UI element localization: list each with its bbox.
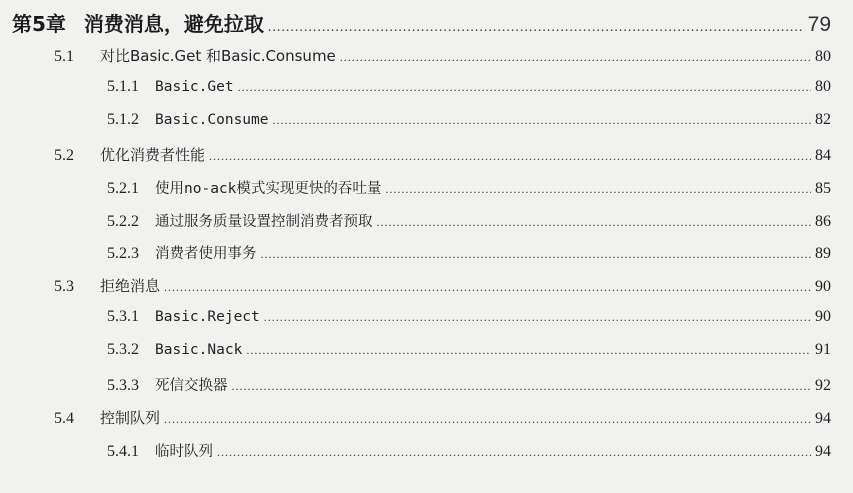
entry-page-number: 89 <box>815 245 831 263</box>
dot-leader <box>385 180 811 196</box>
toc-chapter-row[interactable] <box>0 8 853 37</box>
toc-subsection-row[interactable] <box>0 341 853 359</box>
entry-title: Basic.Nack <box>155 342 243 359</box>
toc-section-row[interactable] <box>0 45 853 66</box>
entry-page-number: 85 <box>815 179 831 197</box>
entry-title: 临时队列 <box>155 443 213 460</box>
dot-leader <box>246 341 811 357</box>
dot-leader <box>164 278 811 294</box>
toc-subsection-row[interactable] <box>0 177 853 198</box>
entry-number: 5.2.2 <box>107 212 139 230</box>
toc-section-row[interactable] <box>0 407 853 428</box>
dot-leader <box>232 377 812 393</box>
entry-title: 优化消费者性能 <box>100 145 206 164</box>
toc-section-row[interactable] <box>0 144 853 165</box>
entry-number: 5.3.1 <box>107 308 139 326</box>
entry-number: 5.2.3 <box>107 245 139 263</box>
toc-section-row[interactable] <box>0 275 853 296</box>
dot-leader <box>217 443 811 459</box>
chapter-title: 消费消息，避免拉取 <box>83 12 264 36</box>
entry-page-number: 84 <box>815 146 831 164</box>
entry-page-number: 90 <box>815 308 831 326</box>
entry-title: 拒绝消息 <box>100 277 161 296</box>
entry-page-number: 94 <box>815 409 831 427</box>
entry-page-number: 94 <box>815 442 831 460</box>
entry-page-number: 80 <box>815 77 831 95</box>
dot-leader <box>264 308 811 324</box>
dot-leader <box>261 245 812 261</box>
entry-title: 通过服务质量设置控制消费者预取 <box>155 213 373 230</box>
entry-page-number: 86 <box>815 212 831 230</box>
entry-number: 5.3.3 <box>107 377 139 394</box>
dot-leader <box>377 213 812 229</box>
entry-page-number: 91 <box>815 341 831 359</box>
entry-number: 5.3 <box>54 278 74 296</box>
chapter-page-number: 79 <box>807 13 831 36</box>
toc-subsection-row[interactable] <box>0 440 853 461</box>
dot-leader <box>340 48 811 64</box>
entry-page-number: 92 <box>815 377 831 394</box>
toc-subsection-row[interactable] <box>0 308 853 326</box>
dot-leader <box>238 78 811 94</box>
dot-leader <box>209 147 811 163</box>
entry-title: 使用no-ack模式实现更快的吞吐量 <box>155 180 382 197</box>
chapter-number: 第5章 <box>12 12 66 36</box>
entry-number: 5.4.1 <box>107 442 139 460</box>
dot-leader <box>164 410 811 426</box>
entry-number: 5.2.1 <box>107 179 139 197</box>
entry-title: 消费者使用事务 <box>155 246 257 263</box>
entry-page-number: 82 <box>815 110 831 128</box>
toc-subsection-row[interactable] <box>0 242 853 263</box>
dot-leader <box>273 111 812 127</box>
entry-page-number: 80 <box>815 48 831 65</box>
toc-subsection-row[interactable] <box>0 210 853 231</box>
dot-leader <box>268 18 804 34</box>
entry-number: 5.1.1 <box>107 77 139 95</box>
toc-subsection-row[interactable] <box>0 111 853 129</box>
entry-number: 5.2 <box>54 146 74 164</box>
entry-page-number: 90 <box>815 278 831 296</box>
entry-number: 5.1.2 <box>107 110 139 128</box>
entry-title: Basic.Get <box>155 78 234 95</box>
entry-title: 控制队列 <box>100 408 161 427</box>
entry-title: Basic.Reject <box>155 309 260 326</box>
toc-subsection-row[interactable] <box>0 374 853 395</box>
entry-number: 5.1 <box>54 48 74 65</box>
toc-subsection-row[interactable] <box>0 78 853 96</box>
entry-title: Basic.Consume <box>155 111 269 128</box>
entry-title: 死信交换器 <box>155 378 228 394</box>
entry-title: 对比Basic.Get 和Basic.Consume <box>100 47 336 65</box>
entry-number: 5.3.2 <box>107 341 139 359</box>
entry-number: 5.4 <box>54 409 74 427</box>
